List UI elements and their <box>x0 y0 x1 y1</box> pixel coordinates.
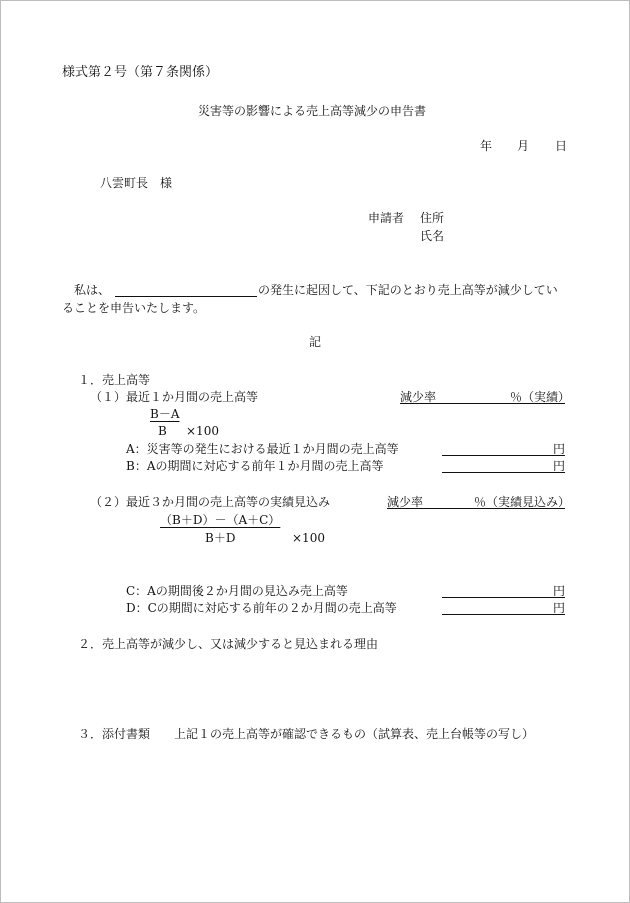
item1-a-amount-line <box>442 455 565 456</box>
item2-formula-denominator: B＋D <box>205 531 236 545</box>
item1-a-label: A：災害等の発生における最近１か月間の売上高等 <box>126 442 399 456</box>
item1-formula-numerator: B－A <box>150 407 180 421</box>
item2-d-unit: 円 <box>553 601 566 615</box>
item1-rate-unit: ％（実績） <box>510 390 571 404</box>
date-month: 月 <box>517 139 530 153</box>
item1-label: （１）最近１か月間の売上高等 <box>90 390 259 404</box>
item2-c-unit: 円 <box>553 584 566 598</box>
item1-a-unit: 円 <box>553 442 566 456</box>
applicant-label: 申請者 <box>368 211 405 225</box>
item2-rate-unit: ％（実績見込み） <box>474 495 571 509</box>
declaration-prefix: 私は、 <box>74 283 111 297</box>
section3-heading: ３．添付書類 <box>78 727 151 741</box>
declaration-line2: ることを申告いたします。 <box>62 301 206 315</box>
item1-formula-denominator: B <box>158 424 167 438</box>
declaration-line1: の発生に起因して、下記のとおり売上高等が減少してい <box>258 283 558 297</box>
addressee: 八雲町長 様 <box>100 176 173 190</box>
applicant-name-label: 氏名 <box>420 229 445 243</box>
form-number: 様式第２号（第７条関係） <box>62 65 219 80</box>
item1-rate-label: 減少率 <box>400 390 437 404</box>
cause-blank-line <box>115 296 257 297</box>
document-title: 災害等の影響による売上高等減少の申告書 <box>198 104 427 118</box>
section3-content: 上記１の売上高等が確認できるもの（試算表、売上台帳等の写し） <box>174 727 535 741</box>
item2-c-label: C：Aの期間後２か月間の見込み売上高等 <box>126 584 348 598</box>
item1-b-amount-line <box>442 472 565 473</box>
item2-d-label: D：Cの期間に対応する前年の２か月間の売上高等 <box>126 601 397 615</box>
applicant-address-label: 住所 <box>420 211 445 225</box>
item1-b-label: B：Aの期間に対応する前年１か月間の売上高等 <box>126 459 384 473</box>
section2-heading: ２．売上高等が減少し、又は減少すると見込まれる理由 <box>78 637 379 651</box>
section1-heading: １．売上高等 <box>78 373 151 387</box>
item2-d-amount-line <box>442 614 565 615</box>
item1-formula-multiplier: ×100 <box>186 424 219 438</box>
date-year: 年 <box>480 139 493 153</box>
date-day: 日 <box>555 139 568 153</box>
item2-rate-label: 減少率 <box>387 495 424 509</box>
item2-formula-numerator: （B＋D）－（A＋C） <box>160 513 281 527</box>
item2-formula-multiplier: ×100 <box>292 531 325 545</box>
item1-b-unit: 円 <box>553 459 566 473</box>
item2-c-amount-line <box>442 597 565 598</box>
ki-label: 記 <box>309 335 322 349</box>
item2-label: （２）最近３か月間の売上高等の実績見込み <box>90 495 331 509</box>
